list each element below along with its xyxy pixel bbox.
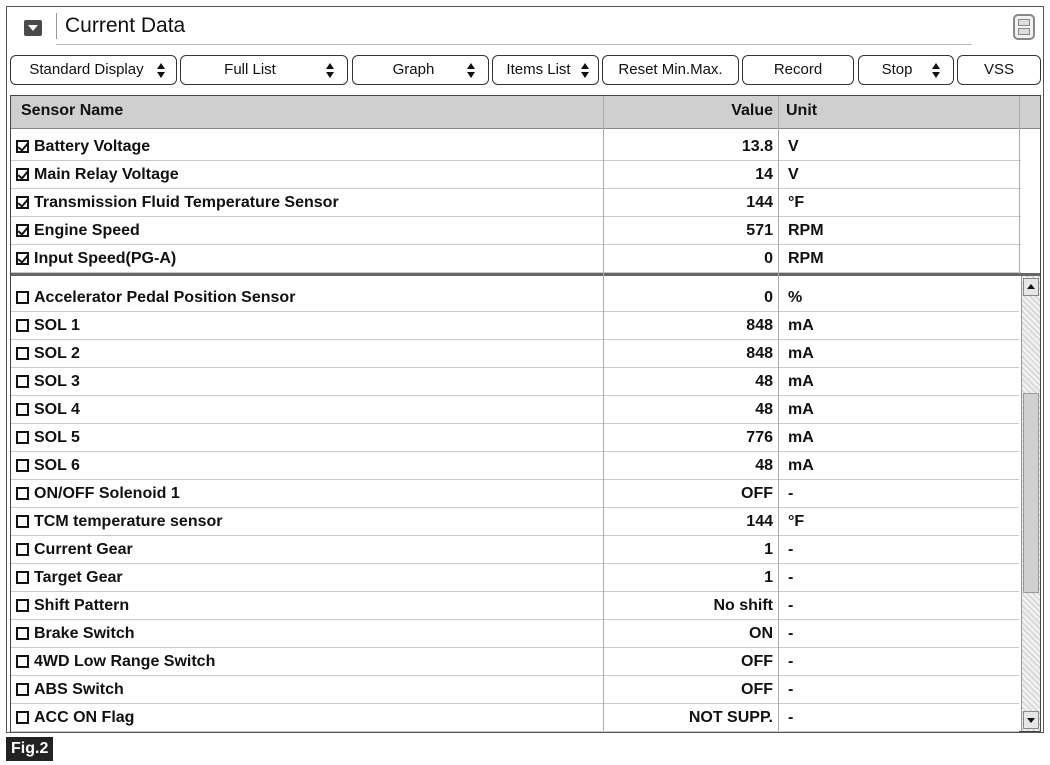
full-list-label: Full List [224,61,276,78]
sensor-value: No shift [713,597,773,614]
section-divider [11,273,1040,276]
unchecked-checkbox[interactable] [16,403,29,416]
sensor-value: OFF [741,485,773,502]
unchecked-checkbox[interactable] [16,291,29,304]
table-row[interactable] [11,424,1019,452]
header-value: Value [731,102,773,119]
table-row[interactable] [11,217,1021,245]
vss-button[interactable]: VSS [957,55,1041,85]
table-row[interactable] [11,161,1021,189]
table-row[interactable] [11,368,1019,396]
sensor-value: 0 [764,289,773,306]
sensor-value: 13.8 [741,138,773,155]
sensor-value: 48 [755,457,773,474]
table-row[interactable] [11,312,1019,340]
table-row[interactable] [11,133,1021,161]
full-list-select[interactable] [180,55,348,85]
sensor-name: Input Speed(PG-A) [34,250,177,267]
standard-display-label: Standard Display [29,61,144,78]
sensor-name: ON/OFF Solenoid 1 [34,485,180,502]
column-divider [778,96,779,731]
table-row[interactable] [11,480,1019,508]
figure-label: Fig.2 [6,737,53,761]
title-underline [56,44,972,45]
graph-label: Graph [392,61,435,78]
sensor-name: 4WD Low Range Switch [34,653,216,670]
record-button[interactable]: Record [742,55,854,85]
checked-checkbox[interactable] [16,196,29,209]
table-row[interactable] [11,189,1021,217]
sensor-unit: RPM [788,222,824,239]
sensor-unit: °F [788,513,805,530]
sensor-value: 848 [746,317,773,334]
sensor-name: Transmission Fluid Temperature Sensor [34,194,339,211]
unchecked-checkbox[interactable] [16,431,29,444]
checked-checkbox[interactable] [16,252,29,265]
sensor-value: OFF [741,681,773,698]
sensor-value: 48 [755,373,773,390]
sensor-unit: - [788,485,794,502]
items-list-select[interactable] [492,55,599,85]
collapse-icon[interactable] [24,20,42,36]
unchecked-checkbox[interactable] [16,347,29,360]
sensor-name: ACC ON Flag [34,709,135,726]
unchecked-checkbox[interactable] [16,627,29,640]
table-row[interactable] [11,704,1019,732]
column-divider [603,96,604,731]
sensor-name: Main Relay Voltage [34,166,179,183]
table-row[interactable] [11,452,1019,480]
header-unit: Unit [786,102,818,119]
sensor-unit: mA [788,457,814,474]
sensor-unit: - [788,653,794,670]
sensor-name: ABS Switch [34,681,124,698]
sensor-unit: V [788,138,799,155]
sensor-unit: - [788,569,794,586]
spinner-icon [157,63,166,78]
sensor-value: 776 [746,429,773,446]
sensor-name: SOL 3 [34,373,80,390]
reset-min-max-button[interactable]: Reset Min.Max. [602,55,739,85]
sensor-unit: RPM [788,250,824,267]
sensor-value: 848 [746,345,773,362]
stop-select[interactable] [858,55,954,85]
unchecked-checkbox[interactable] [16,571,29,584]
unchecked-checkbox[interactable] [16,487,29,500]
sensor-value: 144 [746,513,773,530]
spinner-icon [326,63,335,78]
sensor-value: 48 [755,401,773,418]
stop-label: Stop [881,61,913,78]
sensor-unit: - [788,625,794,642]
table-row[interactable] [11,592,1019,620]
sensor-unit: - [788,681,794,698]
sensor-name: TCM temperature sensor [34,513,223,530]
unchecked-checkbox[interactable] [16,319,29,332]
sensor-unit: - [788,541,794,558]
spinner-icon [932,63,941,78]
title-bar [7,7,1043,45]
sensor-name: SOL 1 [34,317,80,334]
sensor-value: 1 [764,541,773,558]
table-header [11,96,1040,129]
sensor-value: 0 [764,250,773,267]
sensor-name: SOL 5 [34,429,80,446]
table-row[interactable] [11,508,1019,536]
spinner-icon [467,63,476,78]
checked-checkbox[interactable] [16,224,29,237]
toolbar [7,53,1043,87]
table-row[interactable] [11,676,1019,704]
sensor-name: Brake Switch [34,625,135,642]
sensor-value: OFF [741,653,773,670]
unchecked-checkbox[interactable] [16,543,29,556]
checked-checkbox[interactable] [16,140,29,153]
table-row[interactable] [11,396,1019,424]
sensor-unit: mA [788,429,814,446]
sensor-value: 14 [755,166,773,183]
sensor-name: Battery Voltage [34,138,151,155]
table-row[interactable] [11,340,1019,368]
window-title: Current Data [65,14,186,37]
menu-icon[interactable] [1013,14,1035,40]
graph-select[interactable] [352,55,489,85]
items-list-label: Items List [506,61,571,78]
unchecked-checkbox[interactable] [16,599,29,612]
spinner-icon [581,63,590,78]
sensor-value: 571 [746,222,773,239]
sensor-name: SOL 6 [34,457,80,474]
sensor-name: Current Gear [34,541,133,558]
unchecked-checkbox[interactable] [16,375,29,388]
sensor-name: SOL 2 [34,345,80,362]
unchecked-checkbox[interactable] [16,683,29,696]
sensor-unit: mA [788,401,814,418]
current-data-window [6,6,1044,733]
sensor-value: 144 [746,194,773,211]
unchecked-checkbox[interactable] [16,655,29,668]
sensor-value: 1 [764,569,773,586]
sensor-name: Target Gear [34,569,123,586]
sensor-unit: % [788,289,803,306]
sensor-name: Shift Pattern [34,597,130,614]
sensor-unit: - [788,597,794,614]
sensor-unit: mA [788,345,814,362]
table-row[interactable] [11,536,1019,564]
unchecked-checkbox[interactable] [16,515,29,528]
sensor-unit: V [788,166,799,183]
sensor-name: Accelerator Pedal Position Sensor [34,289,296,306]
sensor-value: NOT SUPP. [688,709,773,726]
table-row[interactable] [11,284,1019,312]
unchecked-checkbox[interactable] [16,459,29,472]
table-row[interactable] [11,564,1019,592]
scroll-up-icon[interactable] [1023,278,1039,296]
vertical-scrollbar[interactable] [1021,276,1040,731]
table-row[interactable] [11,620,1019,648]
sensor-unit: °F [788,194,805,211]
sensor-unit: - [788,709,794,726]
title-divider [56,13,57,39]
sensor-name: Engine Speed [34,222,140,239]
header-sensor-name: Sensor Name [21,102,124,119]
standard-display-select[interactable] [10,55,177,85]
sensor-name: SOL 4 [34,401,80,418]
checked-checkbox[interactable] [16,168,29,181]
sensor-unit: mA [788,317,814,334]
scroll-down-icon[interactable] [1023,711,1039,729]
column-divider [1019,96,1020,274]
unchecked-checkbox[interactable] [16,711,29,724]
table-row[interactable] [11,648,1019,676]
sensor-table [10,95,1041,732]
sensor-unit: mA [788,373,814,390]
sensor-value: ON [749,625,773,642]
table-row[interactable] [11,245,1021,273]
scroll-thumb[interactable] [1023,393,1039,593]
